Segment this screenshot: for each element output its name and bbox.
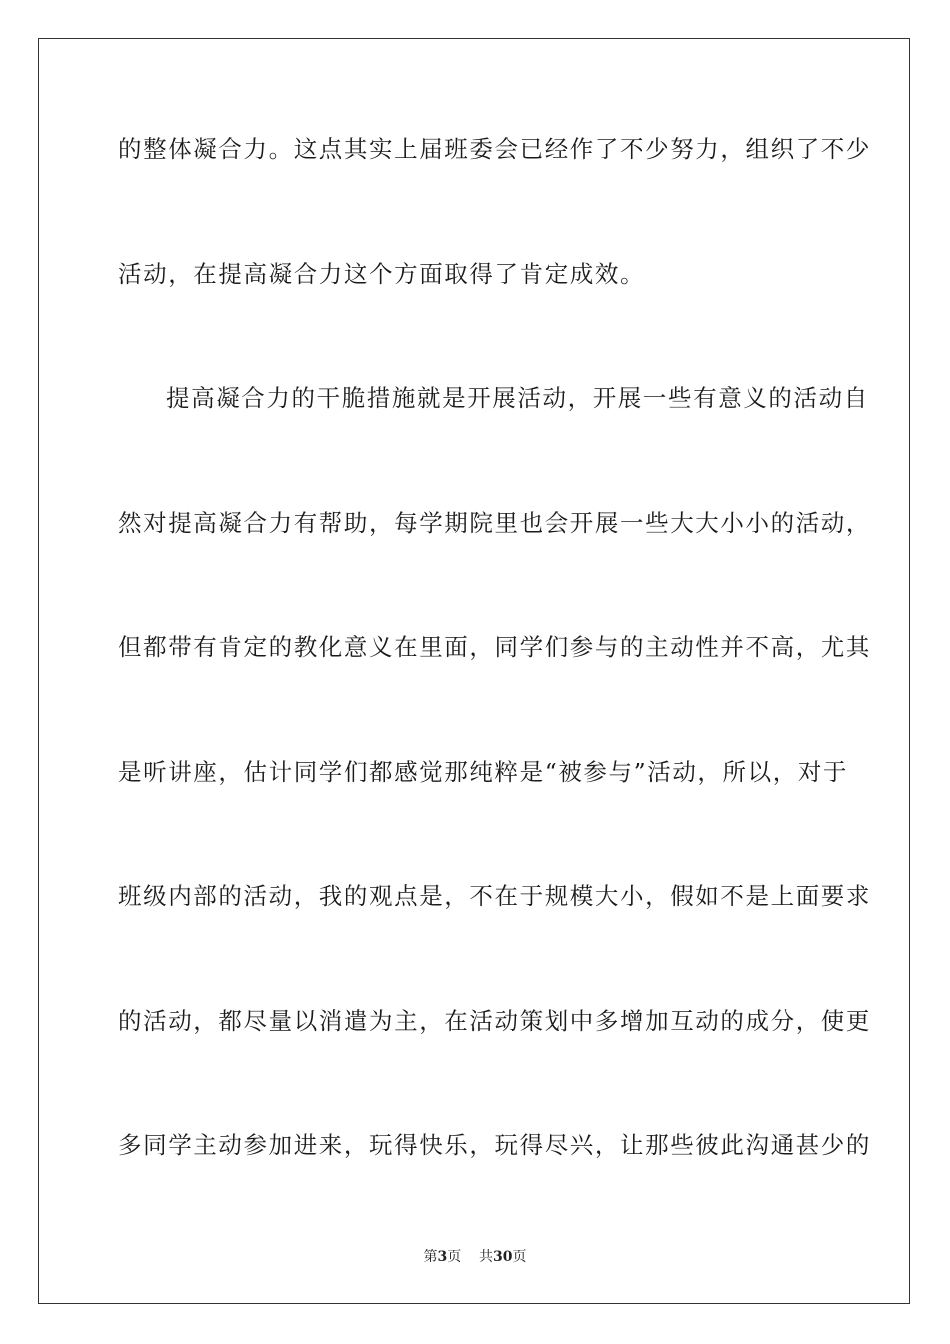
body-text-line: 活动，在提高凝合力这个方面取得了肯定成效。 <box>118 260 646 288</box>
paragraph-first-line: 提高凝合力的干脆措施就是开展活动，开展一些有意义的活动自 <box>166 384 869 412</box>
total-prefix: 共 <box>479 1249 494 1265</box>
page-suffix: 页 <box>447 1249 462 1265</box>
body-text-line: 然对提高凝合力有帮助，每学期院里也会开展一些大大小小的活动， <box>118 509 871 537</box>
page-border <box>38 38 910 1304</box>
total-suffix: 页 <box>512 1249 527 1265</box>
body-text-line: 班级内部的活动，我的观点是，不在于规模大小，假如不是上面要求 <box>118 882 871 910</box>
body-text-line: 多同学主动参加进来，玩得快乐，玩得尽兴，让那些彼此沟通甚少的 <box>118 1131 871 1159</box>
total-pages: 30 <box>493 1249 513 1265</box>
page-prefix: 第 <box>423 1249 438 1265</box>
body-text-line: 但都带有肯定的教化意义在里面，同学们参与的主动性并不高，尤其 <box>118 633 871 661</box>
body-text-line: 是听讲座，估计同学们都感觉那纯粹是“被参与”活动，所以，对于 <box>118 758 849 786</box>
page-number: 3 <box>437 1249 448 1265</box>
page-footer <box>0 1247 950 1267</box>
body-text-line: 的活动，都尽量以消遣为主，在活动策划中多增加互动的成分，使更 <box>118 1007 871 1035</box>
body-text-line: 的整体凝合力。这点其实上届班委会已经作了不少努力，组织了不少 <box>118 135 871 163</box>
